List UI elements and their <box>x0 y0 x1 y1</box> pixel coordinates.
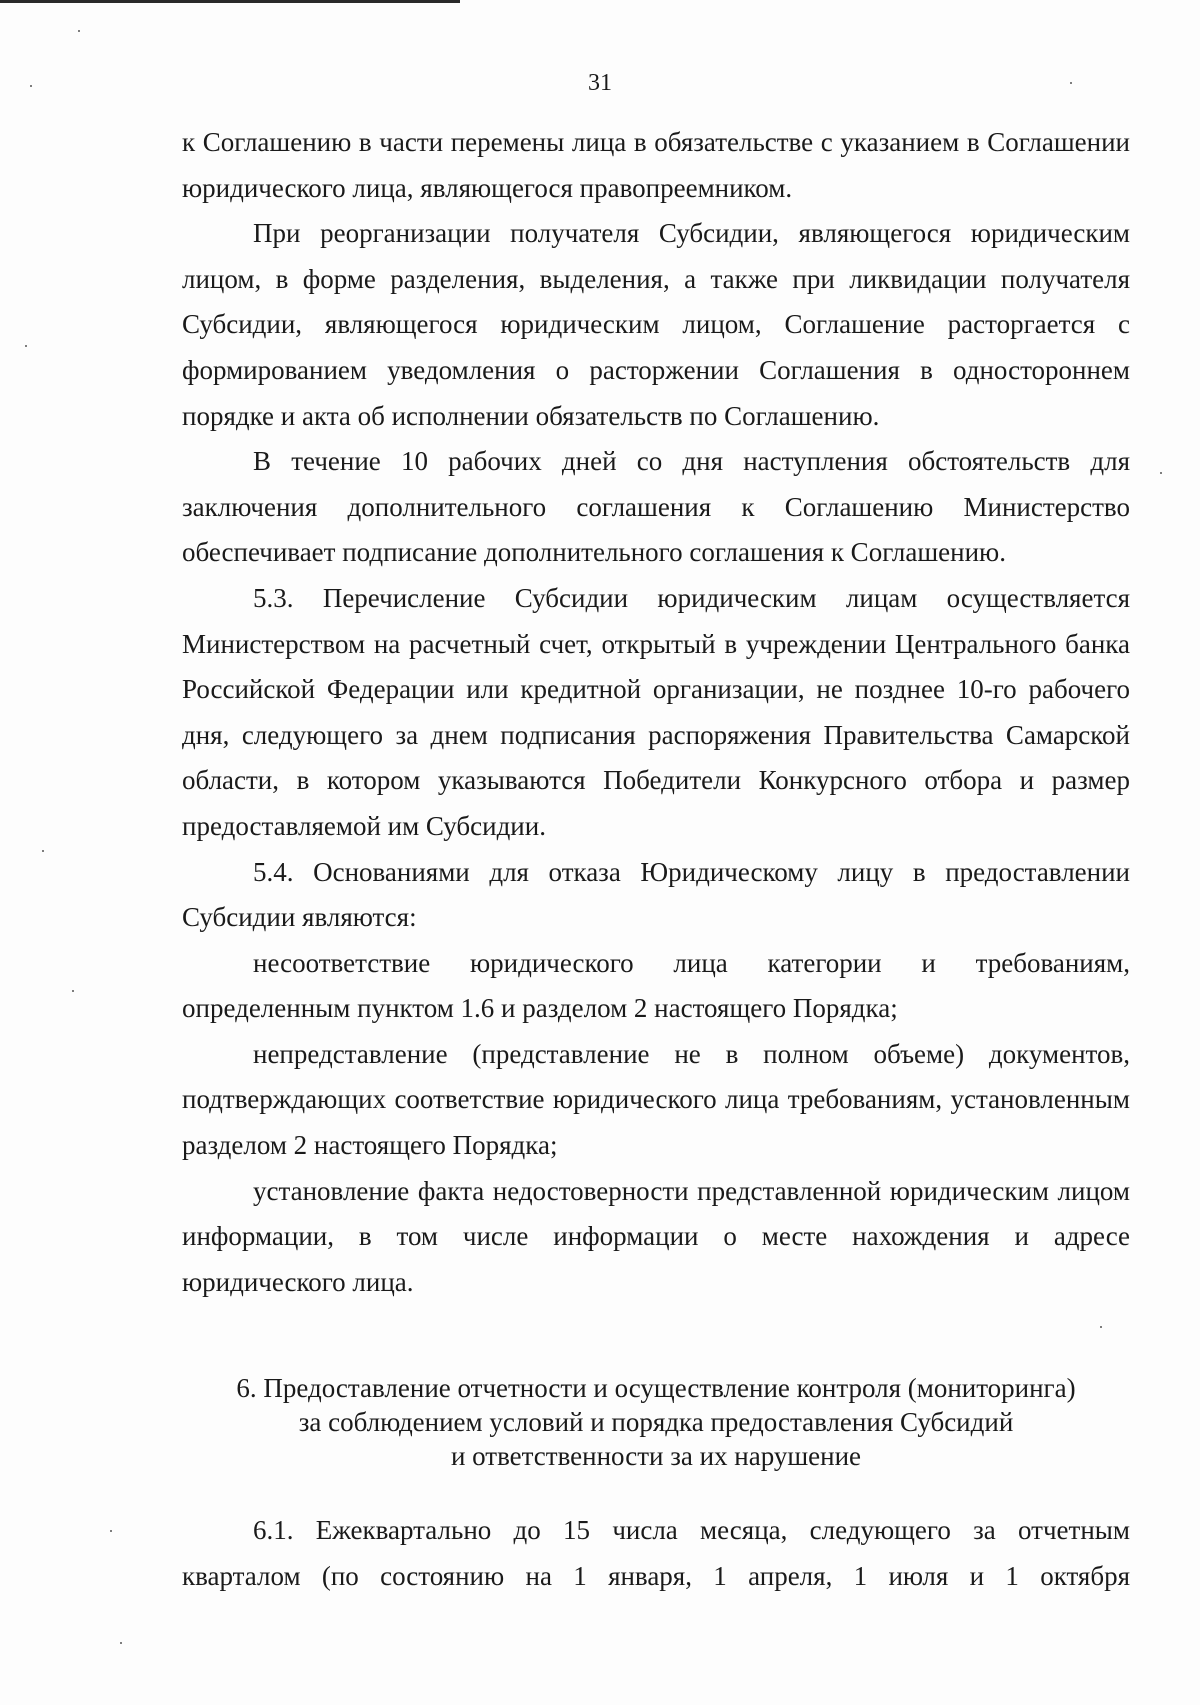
list-item-false-information: установление факта недостоверности представленной юридическим лицом информации, в том числе информации о месте нахождения и адресе юридического лица. <box>182 1175 1130 1297</box>
scan-speck <box>78 30 80 32</box>
section-6-heading <box>182 1371 1130 1473</box>
section-heading-line: 6. Предоставление отчетности и осуществление контроля (мониторинга) <box>236 1373 1076 1403</box>
paragraph-5-3: 5.3. Перечисление Субсидии юридическим лицам осуществляется Министерством на расчетный счет, открытый в учреждении Центрального банка Российской Федерации или кредитной организации, не позднее 10-го рабочего дня, следующего за днем подписания распоряжения Правительства Самарской области, в котором указываются Победители Конкурсного отбора и размер предоставляемой им Субсидии. <box>182 582 1130 841</box>
section-heading-line: и ответственности за их нарушение <box>450 1441 862 1471</box>
scan-speck <box>1070 82 1072 84</box>
scan-edge-line <box>0 0 460 3</box>
scan-speck <box>1160 472 1162 474</box>
scan-speck <box>25 345 27 347</box>
paragraph-6-1: 6.1. Ежеквартально до 15 числа месяца, следующего за отчетным кварталом (по состоянию на 1 января, 1 апреля, 1 июля и 1 октября <box>182 1515 1130 1591</box>
scan-speck <box>42 850 44 852</box>
scan-speck <box>30 85 32 87</box>
scan-speck <box>1100 1326 1102 1328</box>
section-6-body <box>182 1508 1130 1599</box>
scan-speck <box>110 1530 112 1532</box>
paragraph-reorganization: При реорганизации получателя Субсидии, являющегося юридическим лицом, в форме разделения, выделения, а также при ликвидации получателя Субсидии, являющегося юридическим лицом, Соглашение расторгается с формированием уведомления о расторжении Соглашения в одностороннем порядке и акта об исполнении обязательств по Соглашению. <box>182 218 1130 431</box>
scan-speck <box>72 990 74 992</box>
page-number: 31 <box>588 70 612 96</box>
paragraph-5-4: 5.4. Основаниями для отказа Юридическому лицу в предоставлении Субсидии являются: <box>182 856 1130 933</box>
scan-speck <box>120 1642 122 1644</box>
document-body <box>182 120 1130 1305</box>
paragraph-additional-agreement: В течение 10 рабочих дней со дня наступления обстоятельств для заключения дополнительного соглашения к Соглашению Министерство обеспечивает подписание дополнительного соглашения к Соглашению. <box>182 446 1130 568</box>
section-heading-line: за соблюдением условий и порядка предоставления Субсидий <box>298 1407 1014 1437</box>
paragraph-continuation: к Соглашению в части перемены лица в обязательстве с указанием в Соглашении юридического лица, являющегося правопреемником. <box>182 127 1130 203</box>
list-item-noncompliance: несоответствие юридического лица категории и требованиям, определенным пунктом 1.6 и разделом 2 настоящего Порядка; <box>182 947 1130 1024</box>
list-item-nonsubmission: непредставление (представление не в полном объеме) документов, подтверждающих соответствие юридического лица требованиям, установленным разделом 2 настоящего Порядка; <box>182 1038 1130 1161</box>
